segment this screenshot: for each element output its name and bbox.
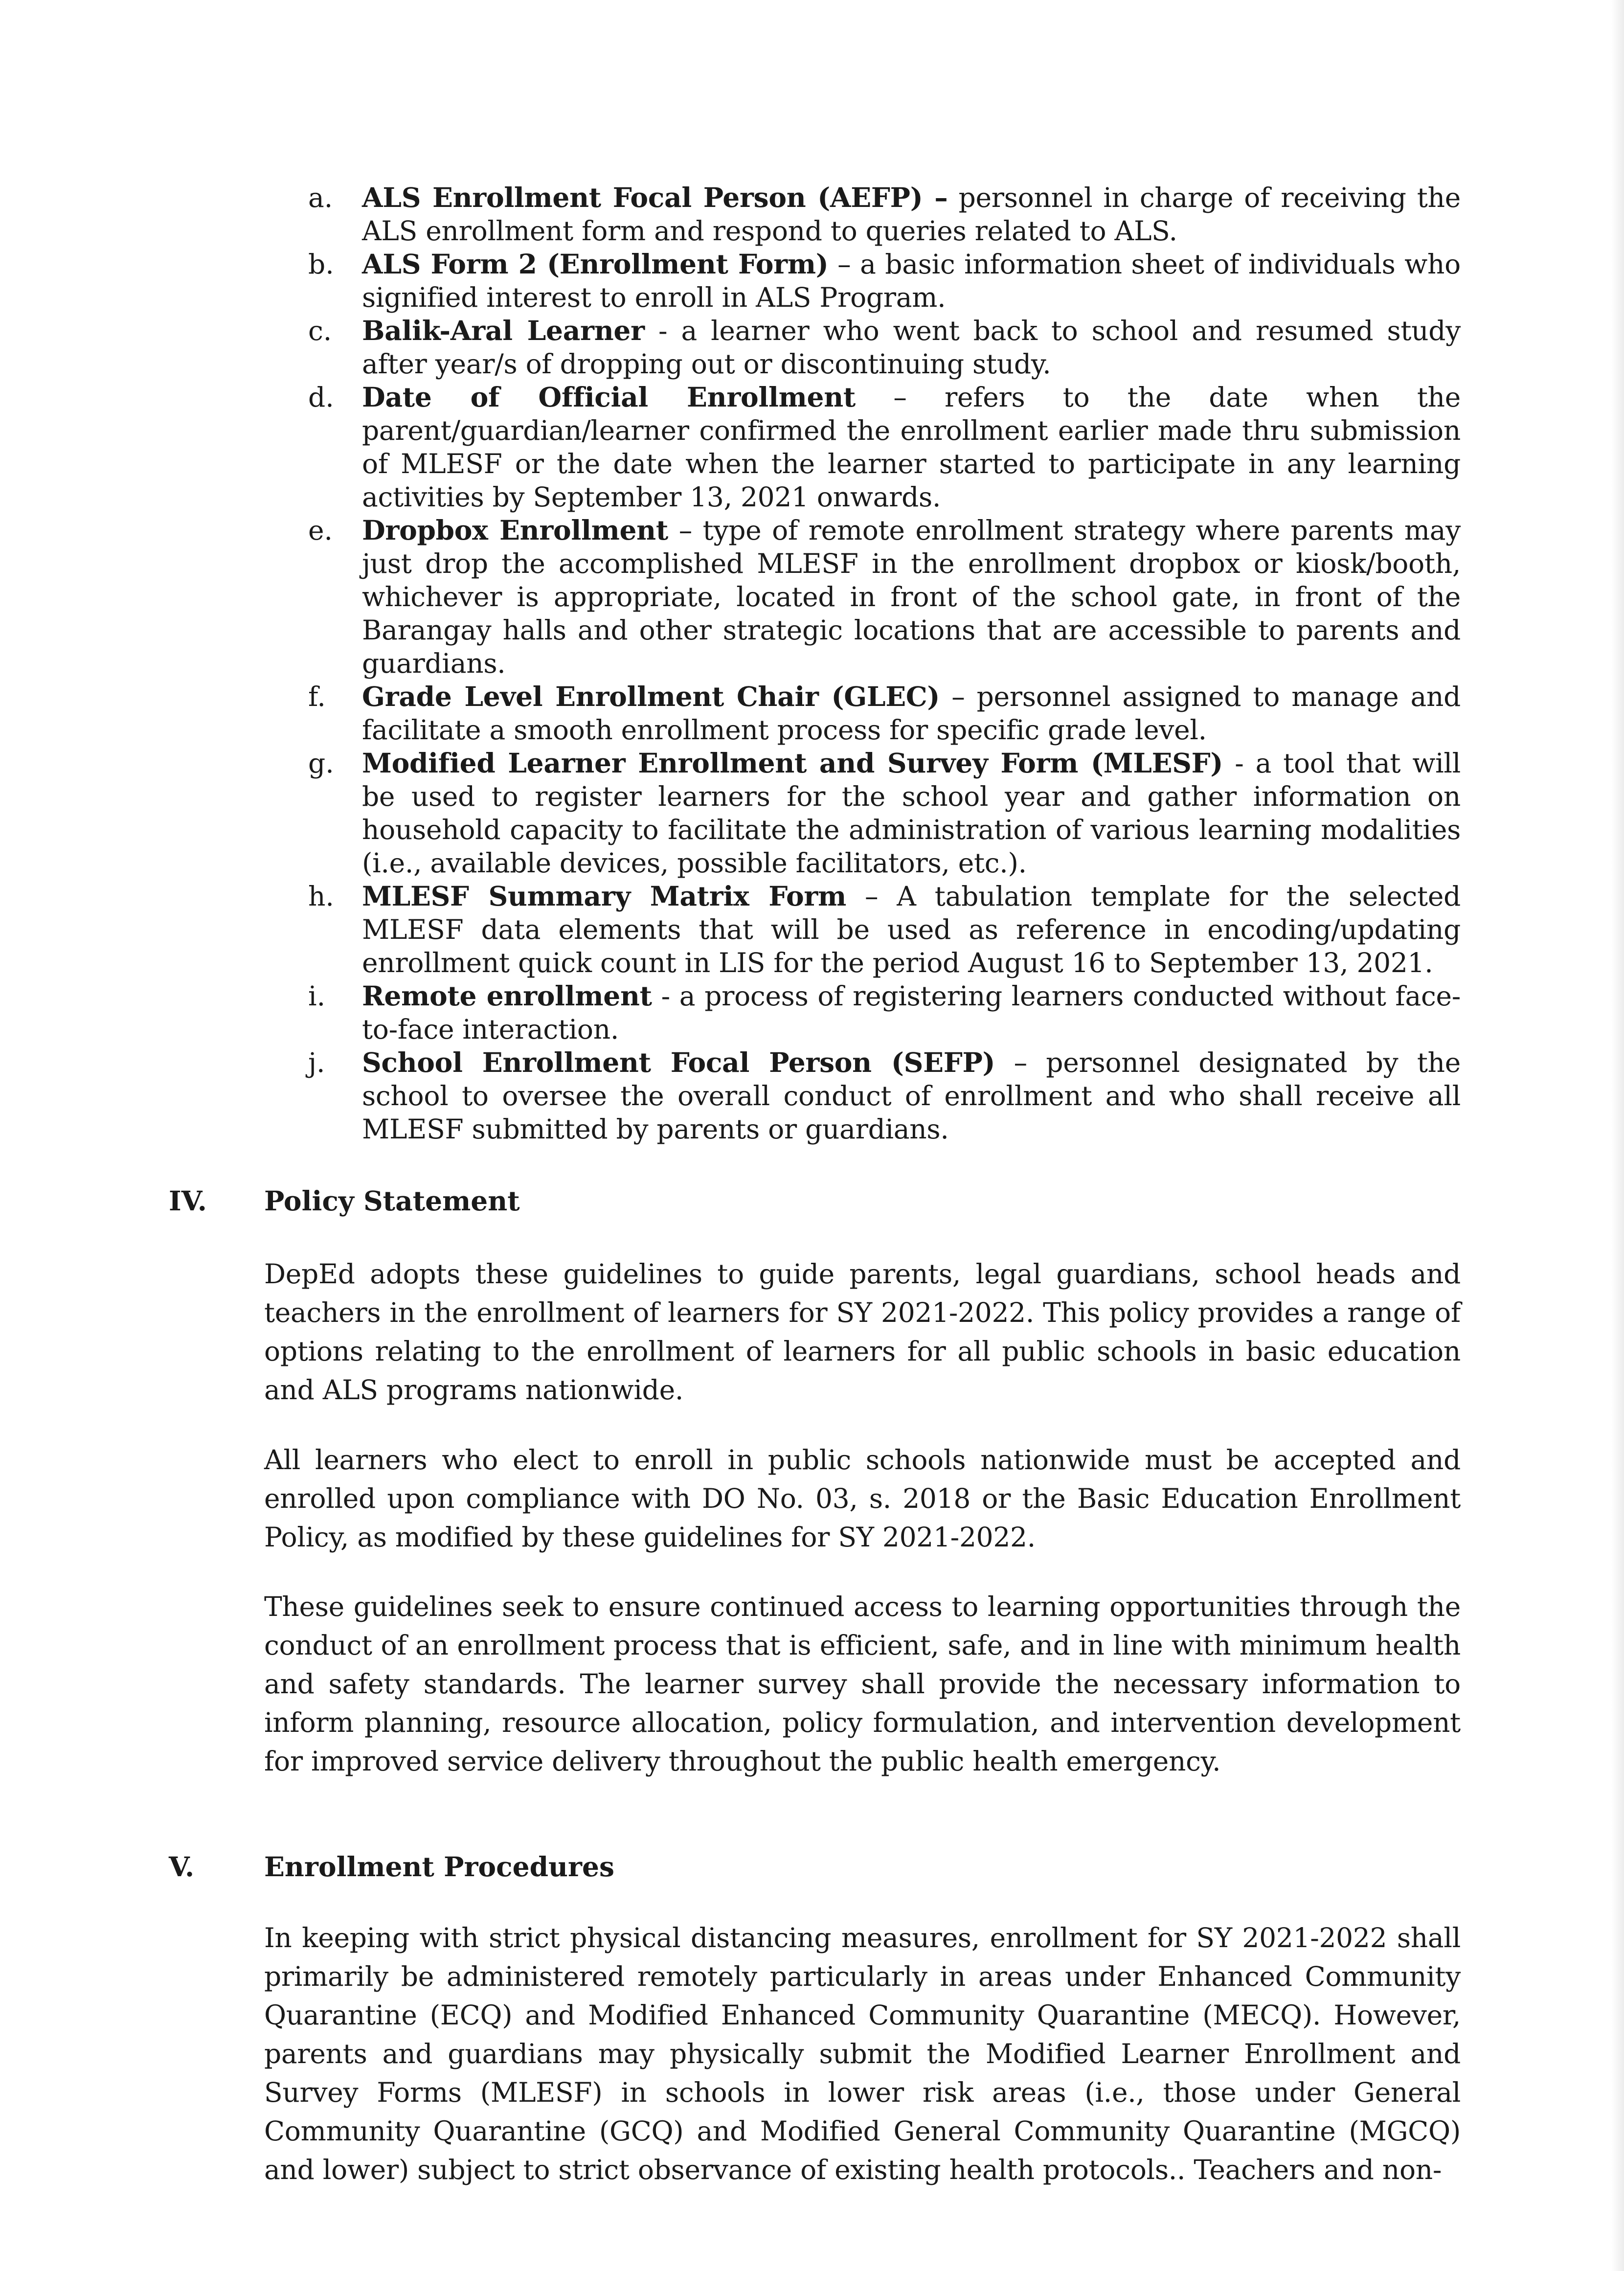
definition-text [362, 314, 1461, 381]
definition-description: personnel in charge of receiving the ALS enrollment form and respond to queries related to ALS. [362, 182, 1461, 247]
definition-description: - a learner who went back to school and resumed study after year/s of dropping out or discontinuing study. [362, 315, 1461, 380]
definition-term: Balik-Aral Learner [362, 315, 645, 346]
list-marker: a. [308, 182, 333, 213]
definition-text [362, 747, 1461, 880]
list-marker: g. [308, 748, 334, 779]
list-marker: j. [308, 1047, 325, 1078]
list-marker: c. [308, 315, 332, 346]
section-heading: Policy Statement [264, 1185, 520, 1217]
definition-item [308, 1046, 1461, 1146]
list-marker: e. [308, 515, 333, 546]
definition-description: - a process of registering learners conducted without face-to-face interaction. [362, 980, 1461, 1045]
definitions-list [308, 181, 1461, 1146]
definition-term: Dropbox Enrollment [362, 514, 668, 546]
definition-description: – personnel designated by the school to oversee the overall conduct of enrollment and who shall receive all MLESF submitted by parents or guardians. [362, 1047, 1461, 1145]
definition-text [362, 381, 1461, 514]
definition-item [308, 314, 1461, 381]
definition-term: Modified Learner Enrollment and Survey Form (MLESF) [362, 747, 1223, 779]
definition-term: Remote enrollment [362, 980, 652, 1012]
definition-text [362, 181, 1461, 248]
definition-term: Date of Official Enrollment [362, 381, 856, 413]
definition-text [362, 514, 1461, 680]
definition-item [308, 181, 1461, 248]
definition-description: - a tool that will be used to register learners for the school year and gather information on household capacity to facilitate the administration of various learning modalities (i.e., available devices, possible facilitators, etc.). [362, 748, 1461, 879]
definition-description: – A tabulation template for the selected MLESF data elements that will be used as reference in encoding/updating enrollment quick count in LIS for the period August 16 to September 13, 2021. [362, 881, 1461, 978]
definition-description: – type of remote enrollment strategy where parents may just drop the accomplished MLESF in the enrollment dropbox or kiosk/booth, whichever is appropriate, located in front of the school gate, in front of the Barangay halls and other strategic locations that are accessible to parents and guardians. [362, 515, 1461, 679]
definition-item [308, 514, 1461, 680]
list-marker: d. [308, 382, 334, 413]
paragraph: All learners who elect to enroll in public schools nationwide must be accepted and enrolled upon compliance with DO No. 03, s. 2018 or the Basic Education Enrollment Policy, as modified by these guidelines for SY 2021-2022. [264, 1444, 1461, 1553]
definition-text [362, 680, 1461, 747]
definition-term: Grade Level Enrollment Chair (GLEC) [362, 681, 940, 712]
definition-description: – a basic information sheet of individuals who signified interest to enroll in ALS Program. [362, 249, 1461, 313]
definition-term: ALS Enrollment Focal Person (AEFP) – [362, 182, 948, 213]
definition-text [362, 1046, 1461, 1146]
section-number: IV. [169, 1185, 207, 1217]
definition-text [362, 248, 1461, 314]
definition-item [308, 880, 1461, 979]
definition-term: School Enrollment Focal Person (SEFP) [362, 1046, 995, 1078]
section-number: V. [169, 1851, 195, 1883]
definition-text [362, 880, 1461, 979]
page-edge-shadow [1611, 0, 1624, 2271]
definition-item [308, 979, 1461, 1046]
definition-item [308, 680, 1461, 747]
list-marker: b. [308, 249, 334, 280]
definition-item [308, 248, 1461, 314]
paragraph: In keeping with strict physical distancing measures, enrollment for SY 2021-2022 shall primarily be administered remotely particularly in areas under Enhanced Community Quarantine (ECQ) and Modified Enhanced Community Quarantine (MECQ). However, parents and guardians may physically submit the Modified Learner Enrollment and Survey Forms (MLESF) in schools in lower risk areas (i.e., those under General Community Quarantine (GCQ) and Modified General Community Quarantine (MGCQ) and lower) subject to strict observance of existing health protocols.. Teachers and non- [264, 1922, 1461, 2185]
list-marker: h. [308, 881, 334, 912]
definition-description: – personnel assigned to manage and facilitate a smooth enrollment process for specific grade level. [362, 681, 1461, 746]
definition-term: MLESF Summary Matrix Form [362, 880, 846, 912]
definition-text [362, 979, 1461, 1046]
definition-item [308, 747, 1461, 880]
definition-term: ALS Form 2 (Enrollment Form) [362, 248, 829, 280]
definition-item [308, 381, 1461, 514]
list-marker: i. [308, 980, 326, 1012]
section-heading: Enrollment Procedures [264, 1851, 614, 1883]
paragraph: DepEd adopts these guidelines to guide parents, legal guardians, school heads and teachers in the enrollment of learners for SY 2021-2022. This policy provides a range of options relating to the enrollment of learners for all public schools in basic education and ALS programs nationwide. [264, 1258, 1461, 1406]
paragraph: These guidelines seek to ensure continued access to learning opportunities through the conduct of an enrollment process that is efficient, safe, and in line with minimum health and safety standards. The learner survey shall provide the necessary information to inform planning, resource allocation, policy formulation, and intervention development for improved service delivery throughout the public health emergency. [264, 1591, 1461, 1777]
definition-description: – refers to the date when the parent/guardian/learner confirmed the enrollment earlier made thru submission of MLESF or the date when the learner started to participate in any learning activities by September 13, 2021 onwards. [362, 382, 1461, 513]
list-marker: f. [308, 681, 326, 712]
